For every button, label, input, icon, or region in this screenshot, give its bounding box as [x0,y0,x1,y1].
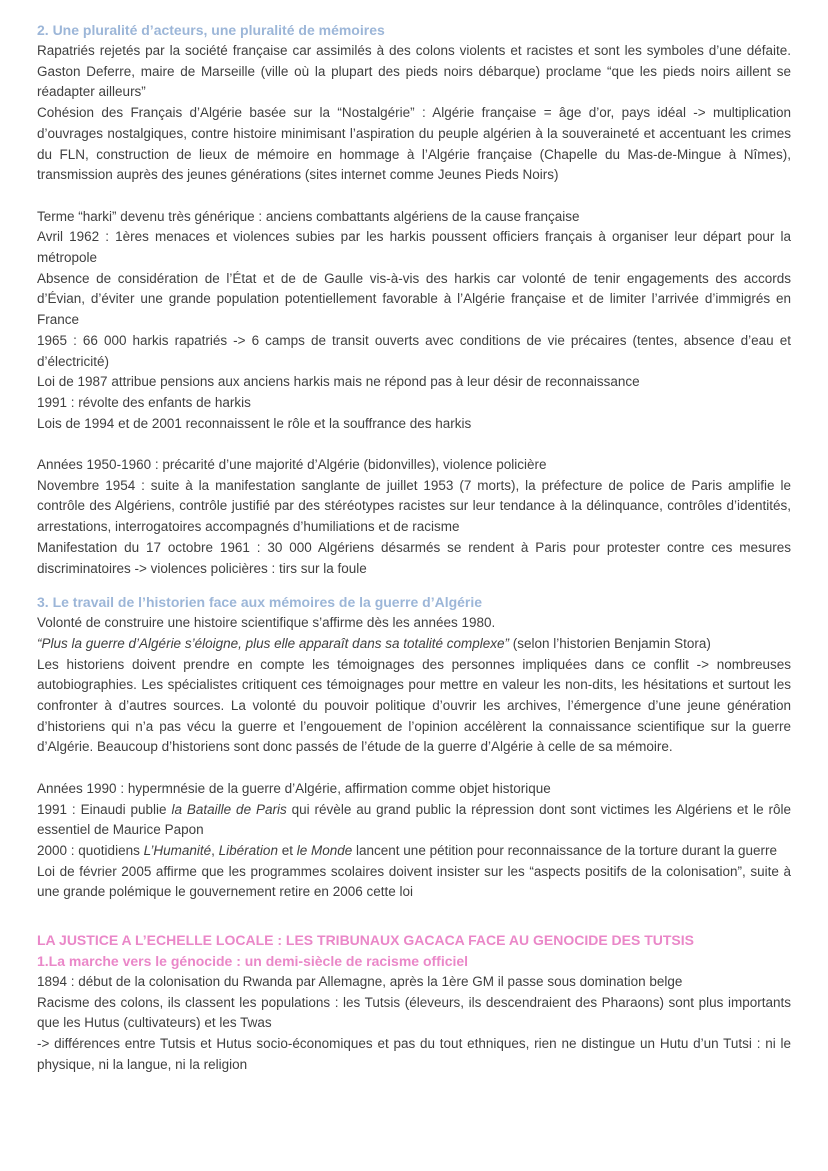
paragraph: Les historiens doivent prendre en compte les témoignages des personnes impliquées dans ce conflit -> nombreuses autobiographies. Les spécialistes critiquent ces témoignages pour mettre en valeur les non-dits, les hésitations et surtout les confronter à d’autres sources. La volonté du pouvoir politique d’ouvrir les archives, l’émergence d’une jeune génération d’historiens qui n’a pas vécu la guerre et l’engouement de l’opinion accélèrent la connaissance scientifique sur la guerre d’Algérie. Beaucoup d’historiens sont donc passés de l’étude de la guerre d’Algérie à celle de sa mémoire. [37,656,791,755]
text-span: lancent une pétition pour reconnaissance de la torture durant la guerre [352,842,778,858]
section-2-block-2 [37,207,791,435]
paragraph: Rapatriés rejetés par la société française car assimilés à des colons violents et racistes et sont les symboles d’une défaite. Gaston Deferre, maire de Marseille (ville où la plupart des pieds noirs débarque) proclame “que les pieds noirs aillent se réadapter ailleurs” [37,43,791,100]
paragraph: Terme “harki” devenu très générique : anciens combattants algériens de la cause française [37,208,580,224]
document-page [37,20,791,1076]
paragraph: Absence de considération de l’État et de de Gaulle vis-à-vis des harkis car volonté de tenir engagements des accords d’Évian, d’éviter une grande population potentiellement favorable à l’Algérie française et de limiter l’arrivée d’immigrés en France [37,270,791,328]
paragraph: 1991 : révolte des enfants de harkis [37,394,251,410]
quote-line [37,634,791,655]
text-span: qui révèle au grand public la répression dont sont victimes les Algériens et le rôle essentiel de Maurice Papon [37,801,792,838]
quote-attribution: (selon l’historien Benjamin Stora) [509,635,711,651]
section-2-block-3 [37,455,791,579]
text-span: 1991 : Einaudi publie [37,801,172,817]
section-2-block-1 [37,41,791,186]
section-3-heading: 3. Le travail de l’historien face aux mémoires de la guerre d’Algérie [37,594,483,611]
newspaper-title: L’Humanité [143,842,212,858]
paragraph: Années 1950-1960 : précarité d’une majorité d’Algérie (bidonvilles), violence policière [37,457,547,473]
newspaper-title: Libération [218,842,278,858]
text-span: 2000 : quotidiens [37,842,144,858]
text-span: et [277,842,297,858]
section-2-heading: 2. Une pluralité d’acteurs, une pluralité de mémoires [37,22,385,38]
paragraph: Loi de 1987 attribue pensions aux anciens harkis mais ne répond pas à leur désir de reconnaissance [37,374,640,390]
text-span: , [211,842,219,858]
newspaper-title: le Monde [296,842,353,858]
paragraph: Racisme des colons, ils classent les populations : les Tutsis (éleveurs, ils descendraient des Pharaons) sont plus importants que les Hutus (cultivateurs) et les Twas [37,994,791,1031]
paragraph: 1894 : début de la colonisation du Rwanda par Allemagne, après la 1ère GM il passe sous domination belge [37,974,683,990]
paragraph [37,800,791,841]
paragraph: -> différences entre Tutsis et Hutus socio-économiques et pas du tout ethniques, rien ne distingue un Hutu d’un Tutsi : ni le physique, ni la langue, ni la religion [37,1036,791,1072]
paragraph: 1965 : 66 000 harkis rapatriés -> 6 camps de transit ouverts avec conditions de vie précaires (tentes, absence d’eau et d’électricité) [37,332,791,369]
subsection-heading: 1.La marche vers le génocide : un demi-siècle de racisme officiel [37,953,469,970]
paragraph: Novembre 1954 : suite à la manifestation sanglante de juillet 1953 (7 morts), la préfecture de police de Paris amplifie le contrôle des Algériens, contrôle justifié par des stéréotypes racistes sur leur tendance à la délinquance, contrôles d’identités, arrestations, interrogatoires accompagnés d’humiliations et de racisme [37,477,791,535]
paragraph: Loi de février 2005 affirme que les programmes scolaires doivent insister sur les “aspects positifs de la colonisation”, suite à une grande polémique le gouvernement retire en 2006 cette loi [37,863,791,900]
paragraph: Volonté de construire une histoire scientifique s’affirme dès les années 1980. [37,615,496,631]
book-title: la Bataille de Paris [171,801,287,817]
paragraph: Années 1990 : hypermnésie de la guerre d’Algérie, affirmation comme objet historique [37,780,551,796]
paragraph [37,841,791,862]
paragraph: Manifestation du 17 octobre 1961 : 30 000 Algériens désarmés se rendent à Paris pour protester contre ces mesures discriminatoires -> violences policières : tirs sur la foule [37,539,791,576]
paragraph: Avril 1962 : 1ères menaces et violences subies par les harkis poussent officiers français à organiser leur départ pour la métropole [37,229,791,266]
quote: “Plus la guerre d’Algérie s’éloigne, plus elle apparaît dans sa totalité complexe” [37,635,510,651]
paragraph: Cohésion des Français d’Algérie basée sur la “Nostalgérie” : Algérie française = âge d’or, pays idéal -> multiplication d’ouvrages nostalgiques, contre histoire minimisant l’aspiration du peuple algérien à la souveraineté et accentuant les crimes du FLN, construction de lieux de mémoire en hommage à l’Algérie française (Chapelle du Mas-de-Mingue à Nîmes), transmission auprès des jeunes générations (sites internet comme Jeunes Pieds Noirs) [37,105,791,183]
paragraph: Lois de 1994 et de 2001 reconnaissent le rôle et la souffrance des harkis [37,415,472,431]
chapter-title: LA JUSTICE A L’ECHELLE LOCALE : LES TRIBUNAUX GACACA FACE AU GENOCIDE DES TUTSIS [37,932,694,949]
